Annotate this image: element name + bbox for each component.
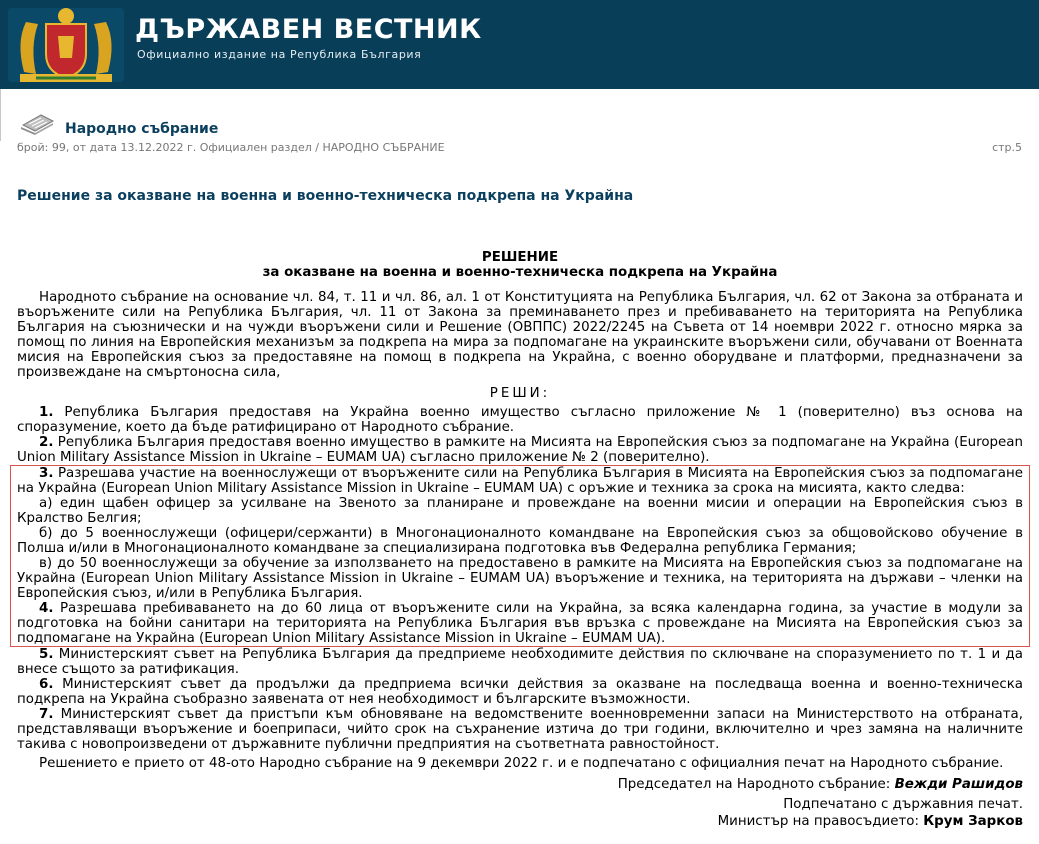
decision-item-5	[17, 647, 1023, 677]
item-number: 6.	[39, 677, 54, 692]
item-text: Министерският съвет на Република България да предприеме необходимите действия по сключване на споразумението по т. 1 и да внесе същото за ратификация.	[17, 647, 1023, 677]
item-text: Република България предоставя на Украйна военно имущество съгласно приложение № 1 (поверително) въз основа на споразумение, което да бъде ратифицирано от Народното събрание.	[17, 405, 1023, 435]
closing-paragraph: Решението е прието от 48-ото Народно събрание на 9 декември 2022 г. и е подпечатано с официалния печат на Народното събрание.	[39, 756, 1004, 771]
section-name[interactable]: Народно събрание	[65, 121, 219, 137]
document-title: Решение за оказване на военна и военно-техническа подкрепа на Украйна	[17, 188, 634, 204]
site-subtitle: Официално издание на Република България	[137, 48, 422, 61]
site-title[interactable]: ДЪРЖАВЕН ВЕСТНИК	[135, 14, 482, 45]
coat-of-arms-icon[interactable]	[6, 2, 126, 86]
decision-item-7	[17, 707, 1023, 752]
page-number: стр.5	[992, 141, 1022, 154]
item-text: Министерският съвет да пристъпи към обновяване на ведомствените военновременни запаси на Министерството на отбраната, представляващи въоръжение и боеприпаси, чийто срок на съхранение изтича до три години, включително и чрез замяна на наличните такива с новопроизведени от държавните публични предприятия на съответната равностойност.	[17, 707, 1023, 752]
highlighted-section	[10, 465, 1030, 647]
chair-signature	[17, 777, 1023, 792]
sub-item-b: б) до 5 военнослужещи (офицери/сержанти) в Многонационалното командване на Европейския съюз за общовойсково обучение в Полша и/или в Многонационалното командване за специализирана подготовка във Федерална република Германия;	[17, 526, 1023, 556]
sub-item-a: а) един щабен офицер за усилване на Звеното за планиране и провеждане на военни мисии и операции на Европейския съюз в Кралство Белгия;	[17, 496, 1023, 526]
sub-item-c: в) до 50 военнослужещи за обучение за използването на предоставено в рамките на Мисията на Европейския съюз за подпомагане на Украйна (European Union Military Assistance Mission in Ukraine – EUMAM UA) въоръжение и техника, на територията на държави – членки на Европейския съюз, и/или в Република България.	[17, 556, 1023, 601]
item-number: 5.	[39, 647, 54, 662]
item-number: 3.	[39, 466, 54, 481]
item-text: Министерският съвет да продължи да предприема всички действия за оказване на последваща военна и военно-техническа подкрепа на Украйна съобразно заявената от нея необходимост и българските възможности.	[17, 677, 1023, 707]
item-text: Разрешава участие на военнослужещи от въоръжените сили на Република България в Мисията на Европейския съюз за подпомагане на Украйна (European Union Military Assistance Mission in Ukraine – EUMAM UA) с оръжие и техника за срока на мисията, както следва:	[17, 466, 1023, 496]
decision-item-6	[17, 677, 1023, 707]
chair-label: Председател на Народното събрание:	[617, 777, 891, 792]
decision-item-2	[17, 435, 1023, 465]
intro-paragraph: Народното събрание на основание чл. 84, т. 11 и чл. 86, ал. 1 от Конституцията на Република България, чл. 62 от Закона за отбраната и въоръжените сили на Република България, чл. 11 от Закона за преминаването през и пребиваването на територията на Република България на съюзнически и на чужди въоръжени сили и Решение (ОВППС) 2022/2245 на Съвета от 14 ноември 2022 г. относно мярка за помощ по линия на Европейския механизъм за подкрепа на мира за подпомагане на украинските въоръжени сили, обучавани от Военната мисия на Европейския съюз за предоставяне на помощ в подкрепа на Украйна, с военно оборудване и платформи, предназначени за произвеждане на смъртоносна сила,	[17, 290, 1023, 380]
item-text: Разрешава пребиваването на до 60 лица от въоръжените сили на Украйна, за всяка календарна година, за участие в модули за подготовка на бойни санитари на територията на Република България във връзка с провеждане на Мисията на Европейския съюз за подпомагане на Украйна (European Union Military Assistance Mission in Ukraine – EUMAM UA).	[17, 601, 1023, 646]
stamp-note: Подпечатано с държавния печат.	[783, 797, 1023, 812]
item-number: 2.	[39, 435, 54, 450]
decision-subheading: за оказване на военна и военно-техническа подкрепа на Украйна	[262, 265, 778, 280]
item-number: 1.	[39, 405, 54, 420]
issue-meta	[17, 141, 1022, 154]
minister-name: Крум Зарков	[923, 814, 1023, 829]
document-body	[17, 250, 1023, 829]
item-number: 7.	[39, 707, 54, 722]
reshi-heading: РЕШИ:	[489, 386, 551, 401]
site-header	[0, 0, 1039, 89]
decision-item-4	[17, 601, 1023, 646]
page-content	[0, 89, 1039, 141]
decision-heading: РЕШЕНИЕ	[481, 250, 559, 265]
decision-item-1	[17, 405, 1023, 435]
newspaper-icon	[19, 113, 55, 135]
chair-name: Вежди Рашидов	[894, 777, 1023, 792]
minister-signature	[17, 814, 1023, 829]
item-number: 4.	[39, 601, 54, 616]
item-text: Република България предоставя военно имущество в рамките на Мисията на Европейския съюз за подпомагане на Украйна (European Union Military Assistance Mission in Ukraine – EUMAM UA) съгласно приложение № 2 (поверително).	[17, 435, 1023, 465]
issue-info: брой: 99, от дата 13.12.2022 г. Официален раздел / НАРОДНО СЪБРАНИЕ	[17, 141, 445, 154]
minister-label: Министър на правосъдието:	[717, 814, 919, 829]
decision-item-3	[17, 466, 1023, 496]
section-bar	[0, 89, 1039, 141]
